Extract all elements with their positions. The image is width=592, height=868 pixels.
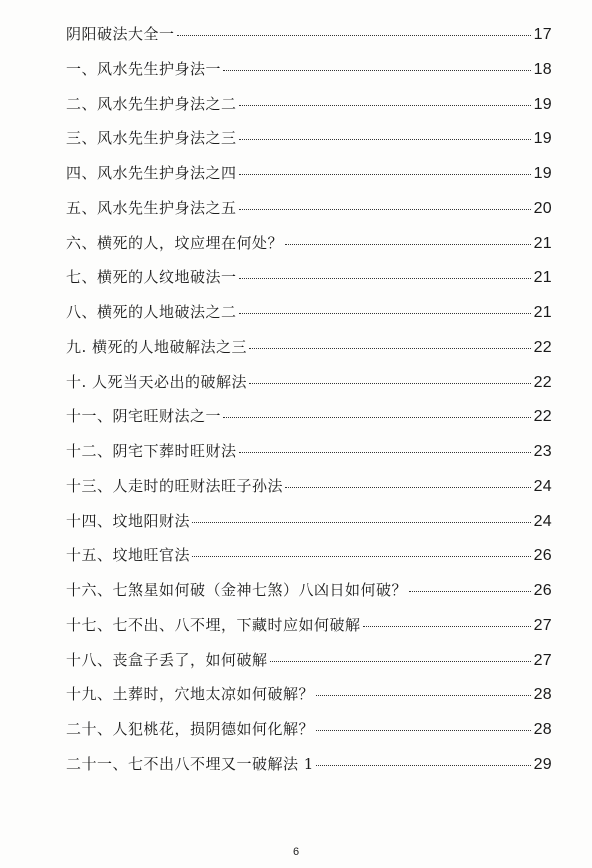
toc-entry-title: 十四、坟地阳财法 [66, 511, 191, 530]
toc-entry-page: 21 [533, 269, 552, 287]
toc-entry-page: 20 [533, 199, 552, 217]
toc-entry-title: 十三、人走时的旺财法旺子孙法 [66, 476, 284, 495]
toc-entry-title: 阴阳破法大全一 [66, 25, 175, 43]
toc-dot-leader [239, 139, 531, 140]
toc-entry [66, 650, 552, 685]
toc-entry-page: 22 [533, 338, 552, 356]
toc-dot-leader [239, 209, 531, 210]
toc-entry-page: 17 [533, 26, 552, 43]
toc-entry-page: 26 [533, 547, 552, 565]
table-of-contents [66, 24, 552, 789]
toc-entry [66, 337, 552, 372]
toc-entry [66, 302, 552, 337]
toc-entry-title: 一、风水先生护身法一 [66, 59, 222, 78]
toc-entry [66, 163, 552, 198]
toc-entry-page: 22 [533, 373, 552, 391]
toc-entry-title: 八、横死的人地破法之二 [66, 303, 237, 321]
toc-entry-title: 二十、人犯桃花，损阴德如何化解？ [66, 720, 315, 738]
toc-entry-page: 29 [533, 755, 552, 773]
toc-entry [66, 372, 552, 407]
toc-entry-page: 19 [533, 95, 552, 113]
toc-dot-leader [239, 105, 531, 106]
toc-dot-leader [192, 522, 531, 523]
toc-entry-page: 27 [533, 616, 552, 634]
toc-entry-page: 28 [533, 686, 552, 704]
toc-entry-title: 十. 人死当天必出的破解法 [66, 372, 248, 391]
toc-entry [66, 684, 552, 719]
toc-entry [66, 233, 552, 268]
toc-entry-page: 26 [533, 582, 552, 599]
toc-dot-leader [223, 417, 531, 418]
toc-entry-page: 28 [533, 721, 552, 738]
toc-dot-leader [249, 348, 531, 349]
toc-dot-leader [239, 278, 531, 279]
toc-entry [66, 198, 552, 233]
toc-entry-title: 十九、土葬时，穴地太凉如何破解？ [66, 685, 315, 704]
toc-dot-leader [363, 626, 531, 627]
toc-dot-leader [192, 556, 531, 557]
toc-dot-leader [239, 313, 531, 314]
toc-entry [66, 94, 552, 129]
toc-entry-page: 24 [533, 512, 552, 530]
toc-entry-title: 十七、七不出、八不埋，下藏时应如何破解 [66, 615, 361, 634]
toc-entry-title: 十一、阴宅旺财法之一 [66, 407, 222, 426]
toc-entry-title: 九. 横死的人地破解法之三 [66, 337, 248, 356]
toc-entry-title: 十二、阴宅下葬时旺财法 [66, 442, 237, 460]
toc-entry [66, 615, 552, 650]
toc-dot-leader [249, 383, 531, 384]
toc-entry [66, 406, 552, 441]
toc-entry [66, 511, 552, 546]
toc-dot-leader [239, 452, 531, 453]
toc-entry-page: 19 [533, 130, 552, 148]
toc-dot-leader [223, 70, 531, 71]
toc-dot-leader [316, 695, 531, 696]
toc-entry [66, 24, 552, 59]
toc-entry-page: 19 [533, 165, 552, 182]
toc-entry-title: 十五、坟地旺官法 [66, 546, 191, 565]
toc-entry [66, 476, 552, 511]
toc-entry-title: 二十一、七不出八不埋又一破解法 1 [66, 754, 314, 773]
toc-dot-leader [177, 35, 531, 36]
toc-dot-leader [409, 591, 531, 592]
toc-entry [66, 128, 552, 163]
toc-dot-leader [239, 174, 531, 175]
toc-entry-title: 二、风水先生护身法之二 [66, 94, 237, 113]
toc-entry [66, 59, 552, 94]
toc-entry [66, 545, 552, 580]
toc-entry-page: 18 [533, 60, 552, 78]
toc-entry-title: 七、横死的人纹地破法一 [66, 268, 237, 287]
toc-entry-title: 三、风水先生护身法之三 [66, 129, 237, 148]
toc-entry-page: 22 [533, 408, 552, 426]
toc-dot-leader [270, 661, 531, 662]
toc-entry [66, 719, 552, 754]
toc-entry-title: 四、风水先生护身法之四 [66, 164, 237, 182]
toc-entry-page: 21 [533, 234, 552, 252]
toc-entry [66, 267, 552, 302]
toc-entry-page: 21 [533, 304, 552, 321]
toc-dot-leader [285, 487, 531, 488]
toc-dot-leader [316, 730, 531, 731]
page-number: 6 [292, 846, 300, 858]
toc-dot-leader [285, 244, 531, 245]
toc-entry-title: 十六、七煞星如何破（金神七煞）八凶日如何破？ [66, 581, 408, 599]
toc-entry [66, 441, 552, 476]
toc-entry-page: 24 [533, 477, 552, 495]
toc-entry-page: 27 [533, 651, 552, 669]
toc-entry [66, 580, 552, 615]
toc-entry-page: 23 [533, 443, 552, 460]
toc-entry-title: 六、横死的人，坟应埋在何处？ [66, 233, 284, 252]
toc-entry [66, 754, 552, 789]
toc-dot-leader [316, 765, 531, 766]
toc-entry-title: 十八、丧盒子丢了，如何破解 [66, 650, 268, 669]
toc-entry-title: 五、风水先生护身法之五 [66, 198, 237, 217]
